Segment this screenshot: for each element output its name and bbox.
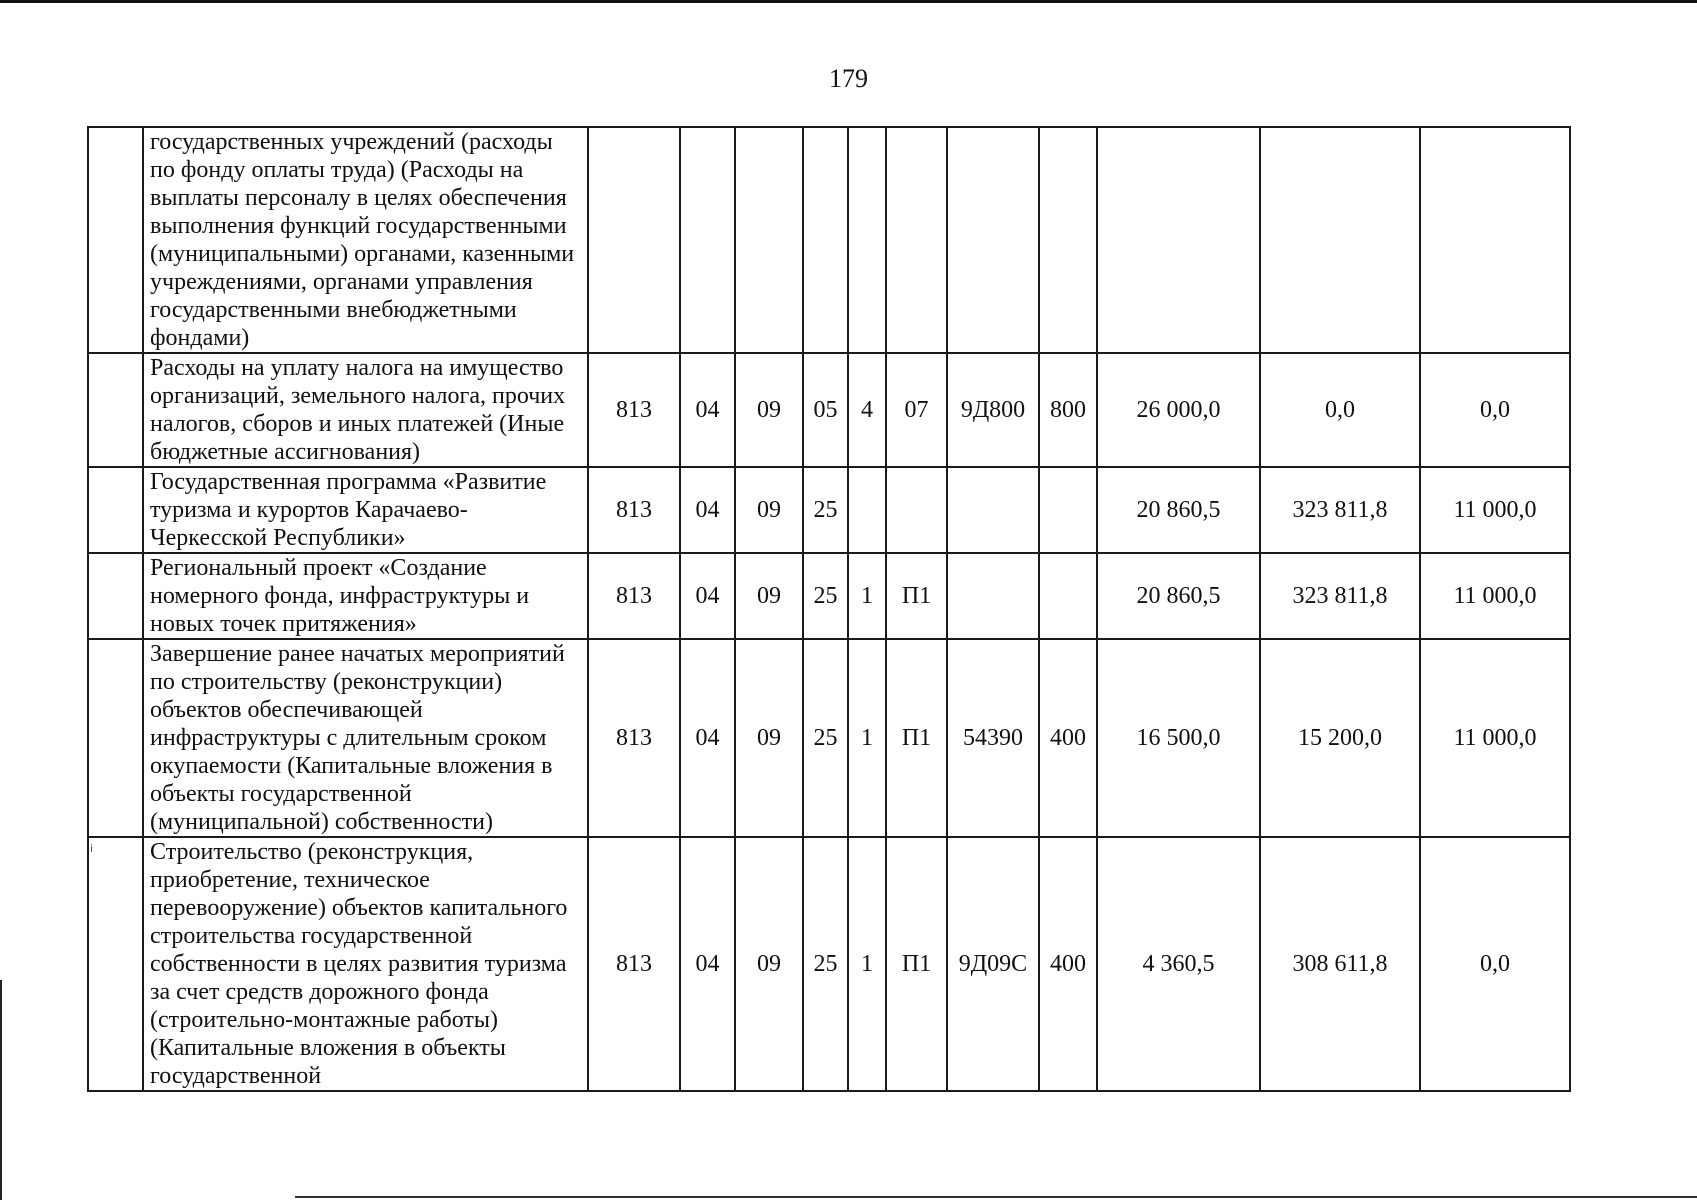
subsection-code-cell: 09: [735, 353, 803, 467]
table-row: [88, 127, 1570, 353]
sum-year1-cell: 20 860,5: [1097, 467, 1260, 553]
expense-type-cell: [1039, 553, 1097, 639]
admin-code-cell: 813: [588, 467, 680, 553]
section-code-cell: [680, 127, 735, 353]
table-row: [88, 639, 1570, 837]
scan-edge-left-line: [0, 980, 2, 1200]
event-code-cell: [886, 467, 947, 553]
sum-year3-cell: [1420, 127, 1570, 353]
direction-code-cell: 9Д800: [947, 353, 1039, 467]
program-code-cell: 25: [803, 639, 848, 837]
row-description: Строительство (реконструкция, приобретение, техническое перевооружение) объектов капитального строительства государственной собственности в целях развития туризма за счет средств дорожного фонда (строительно-монтажные работы) (Капитальные вложения в объекты государственной: [143, 837, 588, 1091]
admin-code-cell: 813: [588, 837, 680, 1091]
admin-code-cell: 813: [588, 553, 680, 639]
scan-edge-bottom-line: [295, 1196, 1697, 1198]
admin-code-cell: 813: [588, 353, 680, 467]
sum-year3-cell: 0,0: [1420, 837, 1570, 1091]
program-code-cell: 25: [803, 467, 848, 553]
subsection-code-cell: 09: [735, 467, 803, 553]
event-code-cell: [886, 127, 947, 353]
table-row: [88, 837, 1570, 1091]
table-row: [88, 553, 1570, 639]
page-number: 179: [829, 64, 868, 93]
row-description: Расходы на уплату налога на имущество организаций, земельного налога, прочих налогов, сборов и иных платежей (Иные бюджетные ассигнования): [143, 353, 588, 467]
expense-type-cell: 400: [1039, 837, 1097, 1091]
subsection-code-cell: [735, 127, 803, 353]
sum-year1-cell: 20 860,5: [1097, 553, 1260, 639]
sum-year2-cell: 323 811,8: [1260, 553, 1420, 639]
sum-year3-cell: 11 000,0: [1420, 639, 1570, 837]
subprogram-code-cell: 1: [848, 837, 886, 1091]
row-marker-cell: [88, 837, 143, 1091]
subsection-code-cell: 09: [735, 553, 803, 639]
sum-year1-cell: 26 000,0: [1097, 353, 1260, 467]
top-border-line: [0, 0, 1697, 3]
sum-year3-cell: 11 000,0: [1420, 467, 1570, 553]
scan-mark-icon: ⅰ: [90, 842, 94, 855]
subprogram-code-cell: 1: [848, 553, 886, 639]
row-marker-cell: [88, 353, 143, 467]
expense-type-cell: [1039, 467, 1097, 553]
event-code-cell: П1: [886, 837, 947, 1091]
subprogram-code-cell: [848, 467, 886, 553]
direction-code-cell: 9Д09С: [947, 837, 1039, 1091]
sum-year2-cell: 308 611,8: [1260, 837, 1420, 1091]
direction-code-cell: [947, 553, 1039, 639]
sum-year3-cell: 11 000,0: [1420, 553, 1570, 639]
row-description: Государственная программа «Развитие туризма и курортов Карачаево-Черкесской Республики»: [143, 467, 588, 553]
expense-type-cell: 400: [1039, 639, 1097, 837]
program-code-cell: 25: [803, 837, 848, 1091]
sum-year3-cell: 0,0: [1420, 353, 1570, 467]
direction-code-cell: [947, 127, 1039, 353]
event-code-cell: 07: [886, 353, 947, 467]
expense-type-cell: [1039, 127, 1097, 353]
event-code-cell: П1: [886, 639, 947, 837]
subsection-code-cell: 09: [735, 639, 803, 837]
section-code-cell: 04: [680, 353, 735, 467]
table-row: [88, 467, 1570, 553]
expense-type-cell: 800: [1039, 353, 1097, 467]
sum-year2-cell: 0,0: [1260, 353, 1420, 467]
sum-year2-cell: 15 200,0: [1260, 639, 1420, 837]
direction-code-cell: [947, 467, 1039, 553]
direction-code-cell: 54390: [947, 639, 1039, 837]
row-marker-cell: [88, 639, 143, 837]
sum-year2-cell: 323 811,8: [1260, 467, 1420, 553]
row-marker-cell: [88, 553, 143, 639]
admin-code-cell: 813: [588, 639, 680, 837]
program-code-cell: 05: [803, 353, 848, 467]
section-code-cell: 04: [680, 467, 735, 553]
budget-table: [87, 126, 1571, 1092]
program-code-cell: 25: [803, 553, 848, 639]
event-code-cell: П1: [886, 553, 947, 639]
section-code-cell: 04: [680, 553, 735, 639]
row-description: Завершение ранее начатых мероприятий по строительству (реконструкции) объектов обеспечивающей инфраструктуры с длительным сроком окупаемости (Капитальные вложения в объекты государственной (муниципальной) собственности): [143, 639, 588, 837]
row-description: государственных учреждений (расходы по фонду оплаты труда) (Расходы на выплаты персоналу в целях обеспечения выполнения функций государственными (муниципальными) органами, казенными учреждениями, органами управления государственными внебюджетными фондами): [143, 127, 588, 353]
subprogram-code-cell: 1: [848, 639, 886, 837]
admin-code-cell: [588, 127, 680, 353]
row-description: Региональный проект «Создание номерного фонда, инфраструктуры и новых точек притяжения»: [143, 553, 588, 639]
section-code-cell: 04: [680, 837, 735, 1091]
subprogram-code-cell: [848, 127, 886, 353]
row-marker-cell: [88, 127, 143, 353]
section-code-cell: 04: [680, 639, 735, 837]
row-marker-cell: [88, 467, 143, 553]
subsection-code-cell: 09: [735, 837, 803, 1091]
table-row: [88, 353, 1570, 467]
sum-year1-cell: [1097, 127, 1260, 353]
sum-year1-cell: 16 500,0: [1097, 639, 1260, 837]
subprogram-code-cell: 4: [848, 353, 886, 467]
sum-year1-cell: 4 360,5: [1097, 837, 1260, 1091]
sum-year2-cell: [1260, 127, 1420, 353]
program-code-cell: [803, 127, 848, 353]
